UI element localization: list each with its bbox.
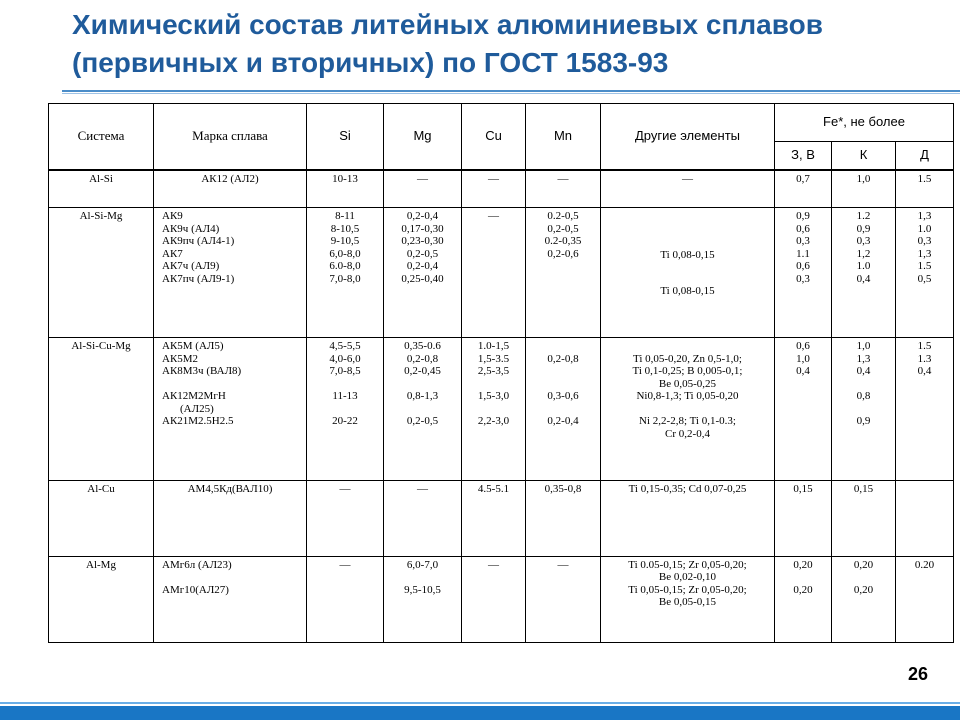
grade-value: (АЛ25) (180, 402, 214, 415)
si-value: — (339, 482, 351, 495)
cell-fe-zv (775, 170, 832, 208)
cell-fe-d (896, 338, 954, 480)
header-si: Si (307, 104, 384, 170)
other-value: — (682, 172, 693, 185)
mn-value: 0.2-0,35 (544, 235, 582, 248)
fe-k-value: 0,9 (856, 415, 871, 428)
grade-value (162, 571, 304, 584)
grade-value: АК7 (162, 247, 183, 260)
fe-k-value: 0,4 (856, 272, 871, 285)
fe-d-value: 0.20 (914, 558, 935, 571)
mg-value (386, 571, 459, 584)
header-system: Система (49, 104, 154, 170)
cell-mg (384, 480, 462, 556)
fe-k-value: 1,0 (856, 340, 871, 353)
header-mg: Mg (384, 104, 462, 170)
fe-zv-value: 0,6 (796, 340, 810, 353)
mn-value: 0,2-0,4 (547, 415, 579, 428)
cell-mg (384, 170, 462, 208)
grade-value: АК9ч (АЛ4) (162, 222, 220, 235)
grade-value: АК12М2МгН (162, 390, 226, 403)
cu-value (464, 378, 523, 391)
cell-mn (526, 480, 601, 556)
fe-zv-value: 1,0 (796, 352, 810, 365)
grade-value: АК7пч (АЛ9-1) (162, 272, 235, 285)
cu-value (464, 403, 523, 416)
grade-value: АК9 (162, 210, 183, 223)
grade-value: АК21М2.5Н2.5 (162, 415, 234, 428)
cell-cu (462, 556, 526, 642)
si-value: 11-13 (332, 390, 358, 403)
table-row (49, 170, 954, 208)
mn-value: 0,2-0,5 (547, 222, 579, 235)
cell-other (601, 208, 775, 338)
table-row (49, 480, 954, 556)
cell-other (601, 338, 775, 480)
other-value (603, 262, 772, 275)
mg-value: 0,35-0.6 (404, 340, 441, 353)
composition-table (48, 103, 954, 643)
cell-grade (154, 556, 307, 642)
header-grade: Марка сплава (154, 104, 307, 170)
cu-value: — (488, 210, 499, 223)
mg-value: 0,23-0,30 (401, 235, 444, 248)
cell-mn (526, 556, 601, 642)
cu-value: 1,5-3.5 (477, 352, 510, 365)
mn-value: 0.2-0,5 (547, 210, 579, 223)
other-value: Be 0,05-0,25 (658, 377, 717, 390)
cell-system: Al-Si-Mg (49, 208, 154, 338)
title-divider (62, 90, 960, 92)
cell-fe-zv (775, 338, 832, 480)
cell-grade (154, 170, 307, 208)
cell-fe-d (896, 170, 954, 208)
fe-k-value: 0,8 (856, 390, 871, 403)
mg-value: — (417, 482, 428, 495)
si-value: 7,0-8,0 (329, 272, 361, 285)
cell-mg (384, 338, 462, 480)
fe-d-value: 0,3 (917, 235, 932, 248)
si-value: 6.0-8,0 (329, 260, 361, 273)
fe-zv-value (777, 571, 829, 584)
fe-k-value: 0,20 (853, 583, 874, 596)
other-value: Be 0,02-0,10 (658, 571, 717, 584)
other-value (603, 210, 772, 223)
cell-fe-zv (775, 208, 832, 338)
mg-value (386, 403, 459, 416)
mg-value: 0,8-1,3 (406, 390, 439, 403)
cu-value: 4.5-5.1 (477, 482, 510, 495)
cu-value: — (488, 558, 499, 571)
grade-value: АК5М2 (162, 352, 199, 365)
cell-grade (154, 480, 307, 556)
cu-value: 2,2-3,0 (477, 415, 510, 428)
cell-fe-d (896, 556, 954, 642)
fe-k-value: 0,15 (853, 482, 874, 495)
grade-value (162, 378, 304, 391)
other-value: Ti 0,1-0,25; В 0,005-0,1; (632, 365, 743, 378)
mn-value (528, 378, 598, 391)
mn-value (528, 365, 598, 378)
fe-zv-value: 0,6 (796, 222, 810, 235)
other-value: Ti 0,05-0,20, Zn 0,5-1,0; (633, 352, 742, 365)
grade-value: АК9пч (АЛ4-1) (162, 235, 235, 248)
mg-value: 0,2-0,4 (406, 210, 439, 223)
mg-value: 0,25-0,40 (401, 272, 444, 285)
cell-cu (462, 208, 526, 338)
mn-value: — (557, 558, 569, 571)
slide-title (72, 6, 952, 82)
cell-fe-zv (775, 556, 832, 642)
mg-value: 0,2-0,5 (406, 415, 439, 428)
other-value: Cr 0,2-0,4 (665, 427, 710, 440)
grade-value: АМг10(АЛ27) (162, 583, 229, 596)
cell-cu (462, 338, 526, 480)
mg-value: 0,17-0,30 (401, 222, 444, 235)
composition-table-container (48, 103, 933, 643)
slide-title-line-1: Химический состав литейных алюминиевых сплавов (72, 9, 823, 40)
mn-value: 0,3-0,6 (547, 390, 579, 403)
si-value: 10-13 (332, 172, 358, 185)
other-value (603, 403, 772, 416)
cell-grade (154, 208, 307, 338)
fe-d-value: 1.5 (917, 172, 932, 185)
si-value: 6,0-8,0 (329, 247, 361, 260)
si-value: 4,5-5,5 (329, 340, 361, 353)
cu-value: 1,5-3,0 (477, 390, 510, 403)
fe-k-value (834, 571, 893, 584)
cell-fe-d (896, 208, 954, 338)
cell-cu (462, 170, 526, 208)
other-value (603, 223, 772, 236)
cell-other (601, 170, 775, 208)
cell-fe-k (832, 480, 896, 556)
fe-zv-value: 0,3 (796, 272, 810, 285)
cell-fe-d (896, 480, 954, 556)
table-row (49, 556, 954, 642)
si-value (309, 378, 381, 391)
cell-cu (462, 480, 526, 556)
fe-d-value: 1.3 (917, 352, 932, 365)
cell-grade (154, 338, 307, 480)
cell-other (601, 480, 775, 556)
si-value: 8-10,5 (330, 222, 360, 235)
header-cu: Cu (462, 104, 526, 170)
mn-value: — (557, 172, 569, 185)
fe-k-value: 0,20 (853, 558, 874, 571)
cell-si (307, 556, 384, 642)
si-value: 20-22 (332, 415, 358, 428)
header-other: Другие элементы (601, 104, 775, 170)
table-row (49, 338, 954, 480)
fe-k-value: 1,0 (856, 172, 871, 185)
si-value: 8-11 (335, 210, 355, 223)
fe-k-value: 1,3 (856, 352, 871, 365)
mg-value: 0,2-0,45 (404, 365, 441, 378)
si-value: 9-10,5 (330, 235, 360, 248)
fe-k-value: 1,2 (856, 247, 871, 260)
table-row (49, 208, 954, 338)
cell-fe-zv (775, 480, 832, 556)
fe-zv-value: 0,3 (796, 235, 810, 248)
grade-value: АМ4,5Кд(ВАЛ10) (187, 482, 273, 495)
other-value: Ni0,8-1,3; Ti 0,05-0,20 (636, 390, 739, 403)
si-value: — (339, 558, 351, 571)
cell-fe-k (832, 556, 896, 642)
other-value: Ti 0,15-0,35; Cd 0,07-0,25 (628, 482, 747, 495)
other-value: Ti 0,08-0,15 (660, 249, 715, 262)
cell-system: Al-Cu (49, 480, 154, 556)
cell-fe-k (832, 170, 896, 208)
cell-mn (526, 170, 601, 208)
cell-system: Al-Si (49, 170, 154, 208)
table-header-row (49, 104, 954, 142)
fe-k-value: 1.2 (856, 210, 871, 223)
fe-zv-value: 1.1 (796, 247, 810, 260)
title-divider-thin (62, 93, 960, 94)
cell-mg (384, 556, 462, 642)
fe-d-value: 1.0 (917, 222, 932, 235)
fe-zv-value: 0,6 (796, 260, 810, 273)
cell-si (307, 208, 384, 338)
fe-k-value: 0,9 (856, 222, 871, 235)
other-value: Ti 0.05-0,15; Zr 0,05-0,20; (628, 558, 747, 571)
fe-d-value: 1.5 (917, 340, 932, 353)
mn-value: 0,2-0,6 (547, 247, 579, 260)
header-fe-zv: З, В (775, 142, 832, 170)
grade-value: АК5М (АЛ5) (162, 340, 224, 353)
mg-value: 0,2-0,8 (406, 352, 439, 365)
mn-value (528, 403, 598, 416)
fe-zv-value: 0,9 (796, 210, 810, 223)
other-value: Ti 0,08-0,15 (660, 284, 715, 297)
mn-value: 0,35-0,8 (544, 482, 582, 495)
si-value: 4,0-6,0 (329, 352, 361, 365)
fe-d-value: 1,3 (917, 210, 932, 223)
fe-d-value: 1,3 (917, 247, 932, 260)
fe-zv-value: 0,4 (796, 365, 810, 378)
header-mn: Mn (526, 104, 601, 170)
grade-value: АК8М3ч (ВАЛ8) (162, 365, 242, 378)
fe-d-value: 0,4 (917, 365, 932, 378)
mg-value: 0,2-0,5 (406, 247, 439, 260)
page-number: 26 (907, 664, 928, 684)
fe-zv-value: 0,20 (793, 558, 813, 571)
fe-d-value: 0,5 (917, 272, 932, 285)
cell-mn (526, 338, 601, 480)
cell-fe-k (832, 338, 896, 480)
cell-fe-k (832, 208, 896, 338)
cell-system: Al-Si-Cu-Mg (49, 338, 154, 480)
fe-d-value: 1.5 (917, 260, 932, 273)
cell-si (307, 480, 384, 556)
cu-value: 1.0-1,5 (477, 340, 510, 353)
other-value: Ti 0,05-0,15; Zr 0,05-0,20; (628, 583, 747, 596)
mg-value: — (417, 172, 428, 185)
grade-value: АМг6л (АЛ23) (162, 558, 232, 571)
header-fe-k: К (832, 142, 896, 170)
fe-k-value (834, 378, 893, 391)
cell-mg (384, 208, 462, 338)
grade-value: АК7ч (АЛ9) (162, 260, 220, 273)
mg-value (386, 378, 459, 391)
si-value: 7,0-8,5 (329, 365, 361, 378)
fe-zv-value: 0,7 (796, 172, 810, 185)
grade-value: АК12 (АЛ2) (201, 172, 259, 185)
cell-other (601, 556, 775, 642)
mg-value: 9,5-10,5 (404, 583, 441, 596)
fe-k-value (834, 403, 893, 416)
cell-mn (526, 208, 601, 338)
slide-title-line-2: (первичных и вторичных) по ГОСТ 1583-93 (72, 47, 669, 78)
footer-accent-line (0, 702, 960, 704)
other-value: Be 0,05-0,15 (658, 596, 717, 609)
fe-zv-value: 0,15 (793, 482, 813, 495)
mg-value: 0,2-0,4 (406, 260, 439, 273)
fe-k-value: 1.0 (856, 260, 871, 273)
mn-value (528, 340, 598, 353)
si-value (309, 403, 381, 416)
other-value: Ni 2,2-2,8; Ti 0,1-0.3; (639, 415, 736, 428)
other-value (603, 340, 772, 353)
header-fe-d: Д (896, 142, 954, 170)
header-fe: Fe*, не более (775, 104, 954, 142)
cell-si (307, 338, 384, 480)
fe-k-value: 0,4 (856, 365, 871, 378)
cell-si (307, 170, 384, 208)
cu-value: 2,5-3,5 (477, 365, 510, 378)
fe-k-value: 0,3 (856, 235, 871, 248)
cell-system: Al-Mg (49, 556, 154, 642)
fe-zv-value: 0,20 (793, 583, 813, 596)
cu-value: — (488, 172, 499, 185)
mn-value: 0,2-0,8 (547, 352, 579, 365)
footer-bar (0, 706, 960, 720)
mg-value: 6,0-7,0 (406, 558, 439, 571)
